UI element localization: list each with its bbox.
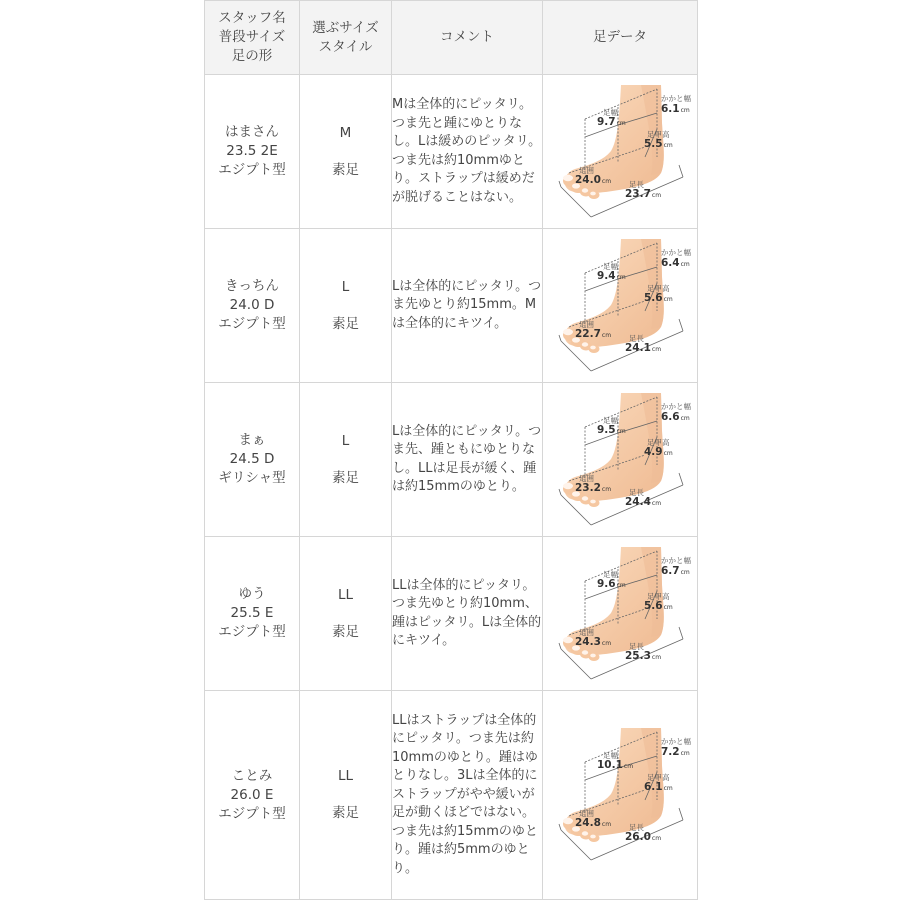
- staff-size-table: [204, 0, 698, 900]
- instep-height-label: 足甲高: [647, 591, 670, 601]
- header-foot-data: 足データ: [543, 1, 698, 75]
- foot-girth-value: 24.8cm: [575, 817, 612, 829]
- heel-width-label: かかと幅: [661, 247, 691, 257]
- instep-height-label: 足甲高: [647, 283, 670, 293]
- foot-length-value: 24.4cm: [625, 495, 662, 508]
- foot-width-value: 9.6cm: [597, 577, 626, 590]
- wear-style: 素足: [332, 469, 359, 486]
- chosen-size: LL: [337, 586, 354, 603]
- comment-cell: LLは全体的にピッタリ。つま先ゆとり約10mm、踵はピッタリ。Lは全体的にキツイ。: [392, 537, 543, 691]
- chosen-size: L: [341, 278, 350, 295]
- foot-width-value: 9.7cm: [597, 115, 626, 128]
- foot-girth-value: 24.0cm: [575, 173, 612, 186]
- foot-length-value: 26.0cm: [625, 831, 662, 843]
- foot-girth-label: 足囲: [579, 319, 594, 329]
- comment-cell: LLはストラップは全体的にピッタリ。つま先は約10mmのゆとり。踵はゆとりなし。3Lは全体的にストラップがやや緩いが足が動くほどではない。つま先は約15mmのゆとり。踵は約5mmのゆとり。: [392, 691, 543, 900]
- foot-diagram: [545, 231, 695, 381]
- header-size-line: 選ぶサイズ: [312, 19, 379, 36]
- staff-name: はまさん: [225, 124, 279, 140]
- heel-width-label: かかと幅: [661, 555, 691, 565]
- usual-size: 24.0 D: [229, 297, 275, 313]
- table-row: [205, 691, 698, 900]
- usual-size: 24.5 D: [229, 451, 275, 467]
- foot-width-label: 足幅: [603, 415, 618, 425]
- instep-height-value: 4.9cm: [644, 445, 673, 458]
- foot-data-cell: [543, 229, 698, 383]
- comment-cell: Lは全体的にピッタリ。つま先、踵ともにゆとりなし。LLは足長が緩く、踵は約15mmのゆとり。: [392, 383, 543, 537]
- table-row: [205, 383, 698, 537]
- usual-size: 23.5 2E: [226, 143, 278, 159]
- heel-width-label: かかと幅: [661, 737, 691, 746]
- instep-height-value: 5.5cm: [644, 137, 673, 150]
- foot-shape: エジプト型: [218, 624, 286, 640]
- chosen-size: M: [339, 124, 352, 141]
- staff-name: まぁ: [238, 432, 266, 448]
- instep-height-value: 5.6cm: [644, 599, 673, 612]
- foot-length-label: 足長: [629, 823, 644, 832]
- heel-width-label: かかと幅: [661, 401, 691, 411]
- header-comment: コメント: [392, 1, 543, 75]
- foot-shape: エジプト型: [218, 162, 286, 178]
- size-cell: [300, 691, 392, 900]
- comment-cell: Lは全体的にピッタリ。つま先ゆとり約15mm。Mは全体的にキツイ。: [392, 229, 543, 383]
- size-cell: [300, 75, 392, 229]
- header-row: [205, 1, 698, 75]
- wear-style: 素足: [332, 315, 359, 332]
- wear-style: 素足: [332, 805, 359, 821]
- foot-girth-label: 足囲: [579, 473, 594, 483]
- foot-girth-label: 足囲: [579, 165, 594, 175]
- foot-length-label: 足長: [629, 179, 644, 189]
- foot-shape: エジプト型: [218, 805, 286, 822]
- heel-width-value: 6.6cm: [661, 410, 690, 423]
- table-row: [205, 75, 698, 229]
- heel-width-value: 6.4cm: [661, 256, 690, 269]
- staff-cell: [205, 691, 300, 900]
- table-row: [205, 229, 698, 383]
- header-staff-line: スタッフ名: [218, 10, 286, 26]
- foot-length-value: 25.3cm: [625, 649, 662, 662]
- foot-shape: エジプト型: [218, 316, 286, 332]
- foot-width-value: 9.4cm: [597, 269, 626, 282]
- foot-data-cell: [543, 537, 698, 691]
- size-cell: [300, 229, 392, 383]
- foot-girth-value: 24.3cm: [575, 635, 612, 648]
- foot-diagram: [545, 77, 695, 227]
- foot-girth-label: 足囲: [579, 627, 594, 637]
- comment-cell: Mは全体的にピッタリ。つま先と踵にゆとりなし。Lは緩めのピッタリ。つま先は約10mmゆとり。ストラップは緩めだが脱げることはない。: [392, 75, 543, 229]
- foot-length-label: 足長: [629, 641, 644, 651]
- staff-name: ことみ: [231, 767, 273, 784]
- instep-height-label: 足甲高: [647, 129, 670, 139]
- heel-width-value: 6.1cm: [661, 102, 690, 115]
- staff-name: ゆう: [238, 586, 266, 602]
- foot-diagram: [545, 385, 695, 535]
- foot-width-value: 9.5cm: [597, 423, 626, 436]
- foot-shape: ギリシャ型: [218, 470, 286, 486]
- size-cell: [300, 383, 392, 537]
- table-row: [205, 537, 698, 691]
- foot-length-label: 足長: [629, 487, 644, 497]
- instep-height-value: 6.1cm: [644, 781, 673, 793]
- foot-girth-label: 足囲: [579, 809, 594, 818]
- heel-width-value: 6.7cm: [661, 564, 690, 577]
- heel-width-value: 7.2cm: [661, 746, 690, 758]
- header-staff-line: 普段サイズ: [218, 29, 286, 45]
- chosen-size: LL: [337, 768, 354, 784]
- header-size: [300, 1, 392, 75]
- foot-diagram: [545, 539, 695, 689]
- staff-cell: [205, 383, 300, 537]
- foot-width-label: 足幅: [603, 751, 618, 760]
- wear-style: 素足: [332, 623, 359, 640]
- foot-length-value: 23.7cm: [625, 187, 662, 200]
- foot-width-label: 足幅: [603, 569, 618, 579]
- wear-style: 素足: [332, 161, 359, 178]
- size-cell: [300, 537, 392, 691]
- instep-height-value: 5.6cm: [644, 291, 673, 304]
- staff-cell: [205, 537, 300, 691]
- staff-cell: [205, 229, 300, 383]
- foot-data-cell: [543, 691, 698, 900]
- foot-length-label: 足長: [629, 333, 644, 343]
- chosen-size: L: [341, 432, 350, 449]
- instep-height-label: 足甲高: [647, 773, 670, 782]
- foot-data-cell: [543, 75, 698, 229]
- usual-size: 26.0 E: [230, 786, 274, 803]
- foot-length-value: 24.1cm: [625, 341, 662, 354]
- usual-size: 25.5 E: [230, 605, 274, 621]
- foot-girth-value: 23.2cm: [575, 481, 612, 494]
- foot-width-label: 足幅: [603, 107, 618, 117]
- header-size-line: スタイル: [318, 38, 373, 55]
- foot-girth-value: 22.7cm: [575, 327, 612, 340]
- foot-diagram: [545, 720, 695, 870]
- header-staff-line: 足の形: [231, 48, 273, 64]
- foot-data-cell: [543, 383, 698, 537]
- foot-width-value: 10.1cm: [597, 759, 634, 771]
- header-staff: [205, 1, 300, 75]
- instep-height-label: 足甲高: [647, 437, 670, 447]
- staff-name: きっちん: [225, 278, 279, 294]
- heel-width-label: かかと幅: [661, 93, 691, 103]
- staff-cell: [205, 75, 300, 229]
- foot-width-label: 足幅: [603, 261, 618, 271]
